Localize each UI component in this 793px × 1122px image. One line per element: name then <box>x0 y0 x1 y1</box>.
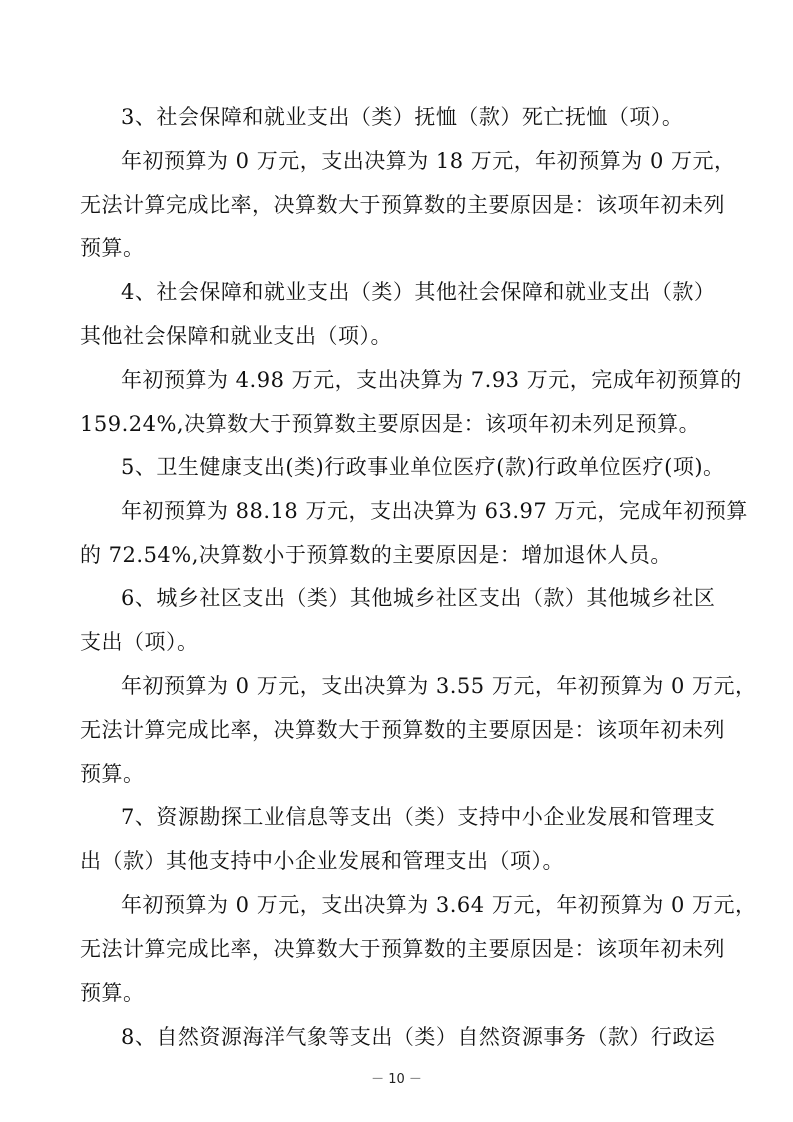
paragraph-line: 年初预算为 88.18 万元，支出决算为 63.97 万元，完成年初预算 <box>121 499 748 523</box>
paragraph-line: 预算。 <box>80 762 145 786</box>
paragraph-line: 无法计算完成比率，决算数大于预算数的主要原因是：该项年初未列 <box>80 937 725 961</box>
item-7-heading: 7、资源勘探工业信息等支出（类）支持中小企业发展和管理支 <box>121 805 716 829</box>
paragraph-line: 年初预算为 0 万元，支出决算为 3.64 万元，年初预算为 0 万元， <box>121 893 757 917</box>
paragraph-line: 预算。 <box>80 981 145 1005</box>
item-8-heading: 8、自然资源海洋气象等支出（类）自然资源事务（款）行政运 <box>121 1025 716 1049</box>
paragraph-line: 年初预算为 0 万元，支出决算为 18 万元，年初预算为 0 万元， <box>121 149 736 173</box>
page-number: － 10 － <box>371 1072 422 1087</box>
paragraph-line: 无法计算完成比率，决算数大于预算数的主要原因是：该项年初未列 <box>80 193 725 217</box>
item-4-heading: 4、社会保障和就业支出（类）其他社会保障和就业支出（款） <box>121 280 716 304</box>
item-7-heading-cont: 出（款）其他支持中小企业发展和管理支出（项）。 <box>80 849 564 873</box>
paragraph-line: 的 72.54%,决算数小于预算数的主要原因是：增加退休人员。 <box>80 543 672 567</box>
item-3-heading: 3、社会保障和就业支出（类）抚恤（款）死亡抚恤（项）。 <box>121 105 684 129</box>
paragraph-line: 159.24%,决算数大于预算数主要原因是：该项年初未列足预算。 <box>80 412 701 436</box>
item-5-heading: 5、卫生健康支出(类)行政事业单位医疗(款)行政单位医疗(项)。 <box>121 455 725 479</box>
paragraph-line: 年初预算为 4.98 万元，支出决算为 7.93 万元，完成年初预算的 <box>121 368 742 392</box>
paragraph-line: 预算。 <box>80 236 145 260</box>
item-6-heading: 6、城乡社区支出（类）其他城乡社区支出（款）其他城乡社区 <box>121 586 716 610</box>
item-4-heading-cont: 其他社会保障和就业支出（项）。 <box>80 324 392 348</box>
paragraph-line: 年初预算为 0 万元，支出决算为 3.55 万元，年初预算为 0 万元， <box>121 674 757 698</box>
item-6-heading-cont: 支出（项）。 <box>80 630 199 654</box>
paragraph-line: 无法计算完成比率，决算数大于预算数的主要原因是：该项年初未列 <box>80 718 725 742</box>
